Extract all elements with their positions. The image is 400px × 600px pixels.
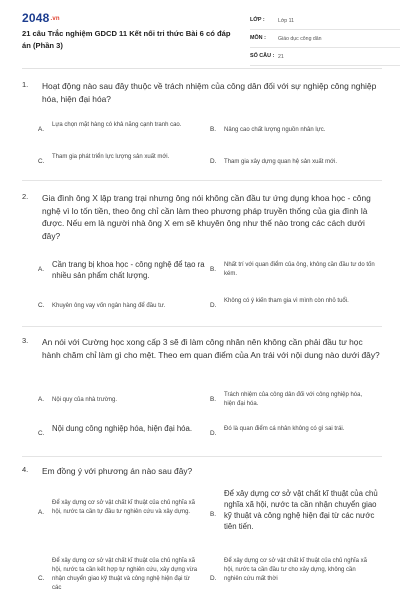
meta-label: LỚP : [250, 17, 265, 23]
page-header [22, 0, 382, 69]
option-d[interactable] [210, 296, 380, 318]
option-b[interactable] [210, 120, 380, 142]
option-text: Để xây dựng cơ sở vật chất kĩ thuật của chủ nghĩa xã hội, nước ta cần kết hợp tự nghiên cứu, xây dựng vừa nhận chuyển giao kỹ thuật và công nghệ hiện đại từ các [52, 558, 198, 591]
option-d[interactable] [210, 422, 380, 448]
meta-label: MÔN : [250, 35, 266, 41]
question-divider [22, 326, 382, 327]
option-d[interactable] [210, 152, 380, 174]
option-text: Nội dung công nghiệp hóa, hiện đại hóa. [52, 424, 193, 433]
option-letter: C. [38, 158, 45, 165]
option-text: Đó là quan điểm cá nhân không có gì sai trái. [224, 426, 345, 432]
option-b[interactable] [210, 487, 382, 543]
option-c[interactable] [38, 422, 208, 448]
question-1 [22, 80, 382, 180]
question-2 [22, 192, 382, 327]
question-number: 3. [22, 336, 29, 345]
option-text: Để xây dựng cơ sở vật chất kĩ thuật của chủ nghĩa xã hội, nước ta cần tự đầu tư nghiên cứu và xây dựng. [52, 500, 195, 515]
option-d[interactable] [210, 553, 382, 600]
option-text: Cần trang bị khoa học - công nghệ để tạo ra nhiều sản phẩm chất lượng. [52, 260, 205, 280]
question-divider [22, 456, 382, 457]
option-letter: D. [210, 575, 217, 582]
option-a[interactable] [38, 258, 208, 284]
meta-row-count [250, 50, 400, 66]
option-letter: A. [38, 266, 45, 273]
option-text: Lựa chọn mặt hàng có khả năng cạnh tranh cao. [52, 122, 182, 128]
meta-value: Lớp 11 [278, 17, 294, 24]
option-letter: D. [210, 302, 217, 309]
option-c[interactable] [38, 152, 203, 174]
option-text: Để xây dựng cơ sở vật chất kĩ thuật của chủ nghĩa xã hội, nước ta cần đầu tư cho xây dựng, không cần nghiên cứu mất thời [224, 558, 367, 582]
option-text: Trách nhiệm của công dân đối với công nghiệp hóa, hiện đại hóa. [224, 392, 363, 407]
question-divider [22, 180, 382, 181]
option-c[interactable] [38, 553, 208, 600]
option-text: Nhất trí với quan điểm của ông, không cần đầu tư do tốn kém. [224, 262, 375, 277]
question-number: 1. [22, 80, 29, 89]
question-number: 4. [22, 465, 29, 474]
option-b[interactable] [210, 258, 380, 284]
option-letter: D. [210, 158, 217, 165]
option-letter: B. [210, 396, 217, 403]
logo-text: 2048 [22, 11, 50, 25]
question-number: 2. [22, 192, 29, 201]
option-letter: C. [38, 575, 45, 582]
meta-value: Giáo dục công dân [278, 35, 322, 42]
option-text: Tham gia phát triển lực lượng sản xuất mới. [52, 154, 170, 160]
option-letter: B. [210, 126, 217, 133]
option-letter: C. [38, 302, 45, 309]
option-c[interactable] [38, 296, 208, 318]
meta-row-grade [250, 14, 400, 30]
option-a[interactable] [38, 388, 208, 410]
option-letter: C. [38, 430, 45, 437]
question-text: An nói với Cường học xong cấp 3 sẽ đi làm công nhân nên không cần phải đầu tư học hành chăm chỉ làm gì cho mệt. Theo em quan điểm của An trái với nội dung nào dưới đây? [42, 337, 380, 360]
option-text: Không có ý kiến tham gia vì mình còn nhỏ tuổi. [224, 298, 349, 304]
question-text: Hoạt động nào sau đây thuộc về trách nhiệm của công dân đối với sự nghiệp công nghiệp hóa, hiện đại hóa? [42, 81, 377, 104]
meta-value: 21 [278, 53, 284, 60]
option-text: Nâng cao chất lượng nguồn nhân lực. [224, 127, 326, 133]
option-letter: A. [38, 396, 45, 403]
option-a[interactable] [38, 495, 208, 535]
option-b[interactable] [210, 388, 380, 410]
question-3 [22, 336, 382, 454]
meta-label: SỐ CÂU : [250, 53, 275, 59]
option-a[interactable] [38, 120, 203, 142]
quiz-meta [250, 14, 400, 68]
page-title: 21 câu Trắc nghiệm GDCD 11 Kết nối tri thức Bài 6 có đáp án (Phần 3) [22, 29, 231, 50]
option-letter: D. [210, 430, 217, 437]
question-text: Em đồng ý với phương án nào sau đây? [42, 466, 193, 476]
question-text: Gia đình ông X lập trang trại nhưng ông nói không cần đầu tư ứng dụng khoa học - công nghệ vì lo tốn tiền, theo ông chỉ cần làm theo phương pháp truyền thống của gia đình là được. Nếu em là người nhà ông X em sẽ khuyên ông như thế nào trong các cách dưới đây? [42, 193, 371, 241]
site-logo[interactable] [22, 11, 60, 25]
meta-row-subject [250, 32, 400, 48]
option-text: Nội quy của nhà trường. [52, 397, 117, 403]
option-letter: B. [210, 266, 217, 273]
option-letter: B. [210, 511, 217, 518]
option-text: Để xây dựng cơ sở vật chất kĩ thuật của chủ nghĩa xã hội, nước ta cần nhận chuyển giao kỹ thuật và công nghệ hiện đại từ các nước tiên tiến. [224, 489, 378, 531]
option-letter: A. [38, 509, 45, 516]
option-letter: A. [38, 126, 45, 133]
option-text: Khuyên ông vay vốn ngân hàng để đầu tư. [52, 303, 166, 309]
question-4 [22, 465, 382, 600]
logo-suffix: .vn [50, 16, 60, 22]
option-text: Tham gia xây dựng quan hệ sản xuất mới. [224, 159, 338, 165]
